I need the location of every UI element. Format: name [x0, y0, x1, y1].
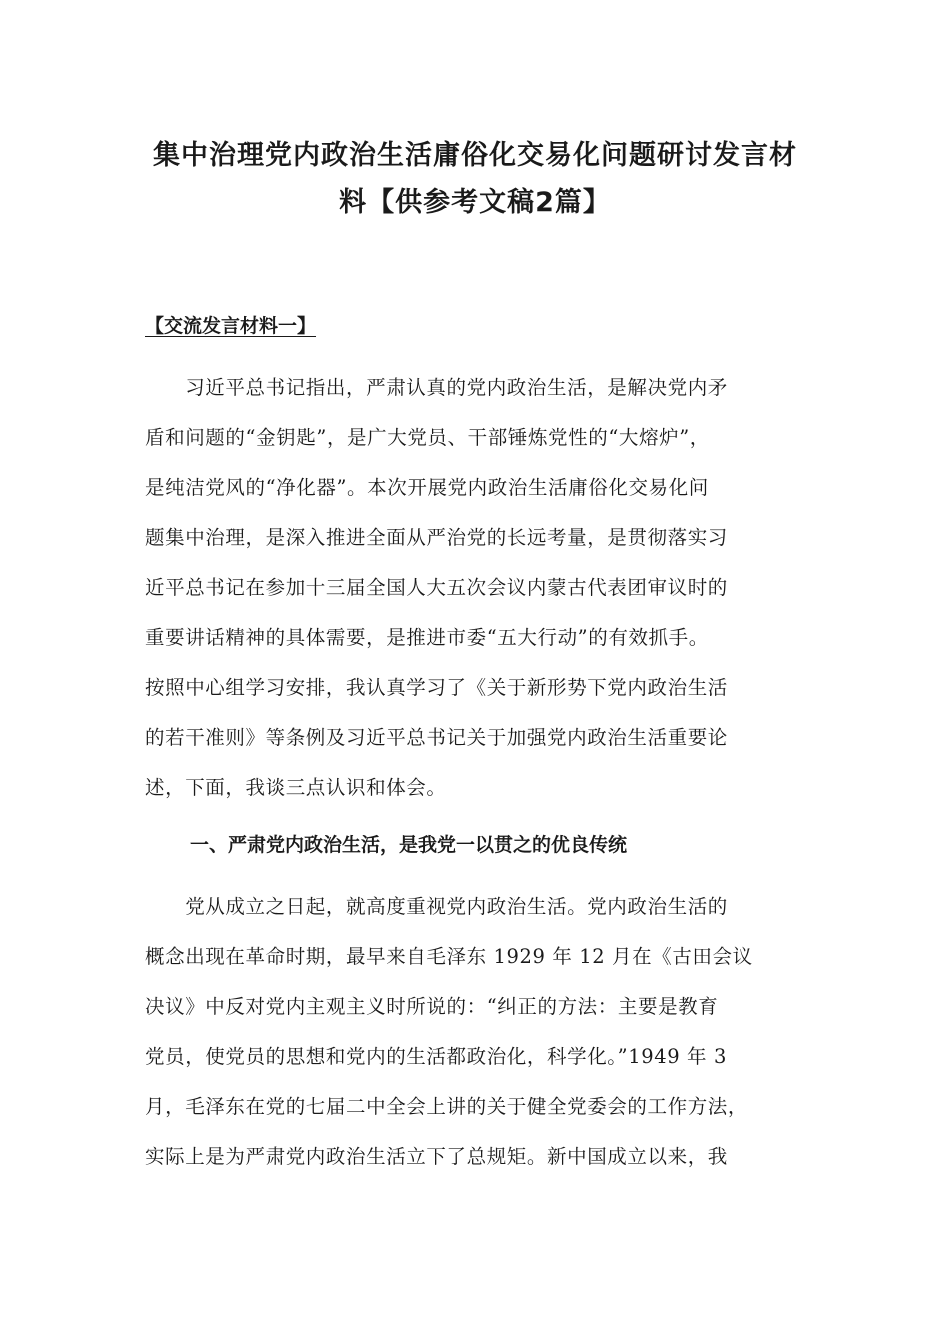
text-line: 概念出现在革命时期，最早来自毛泽东 1929 年 12 月在《古田会议 — [145, 945, 753, 968]
text-line: 的若干准则》等条例及习近平总书记关于加强党内政治生活重要论 — [145, 726, 728, 749]
text-line: 党员，使党员的思想和党内的生活都政治化，科学化。”1949 年 3 — [145, 1045, 727, 1068]
text-line: 盾和问题的“金钥匙”，是广大党员、干部锤炼党性的“大熔炉”， — [145, 426, 710, 449]
paragraph-2 — [145, 882, 835, 1182]
text-line: 月，毛泽东在党的七届二中全会上讲的关于健全党委会的工作方法， — [145, 1095, 749, 1118]
document-title — [130, 132, 820, 226]
text-line: 按照中心组学习安排，我认真学习了《关于新形势下党内政治生活 — [145, 676, 728, 699]
text-line: 党从成立之日起，就高度重视党内政治生活。党内政治生活的 — [145, 895, 728, 918]
text-line: 题集中治理，是深入推进全面从严治党的长远考量，是贯彻落实习 — [145, 526, 728, 549]
text-line: 是纯洁党风的“净化器”。本次开展党内政治生活庸俗化交易化问 — [145, 476, 709, 499]
text-line: 重要讲话精神的具体需要，是推进市委“五大行动”的有效抓手。 — [145, 626, 709, 649]
title-line: 料【供参考文稿2篇】 — [339, 187, 611, 218]
text-line: 习近平总书记指出，严肃认真的党内政治生活，是解决党内矛 — [145, 376, 728, 399]
text-line: 述，下面，我谈三点认识和体会。 — [145, 776, 447, 799]
text-line: 近平总书记在参加十三届全国人大五次会议内蒙古代表团审议时的 — [145, 576, 728, 599]
section-label: 【交流发言材料一】 — [145, 315, 317, 337]
paragraph-1 — [145, 363, 835, 813]
title-line: 集中治理党内政治生活庸俗化交易化问题研讨发言材 — [153, 140, 797, 171]
text-line: 决议》中反对党内主观主义时所说的：“纠正的方法：主要是教育 — [145, 995, 719, 1018]
text-line: 实际上是为严肃党内政治生活立下了总规矩。新中国成立以来，我 — [145, 1145, 728, 1168]
section-heading: 一、严肃党内政治生活，是我党一以贯之的优良传统 — [190, 834, 628, 856]
